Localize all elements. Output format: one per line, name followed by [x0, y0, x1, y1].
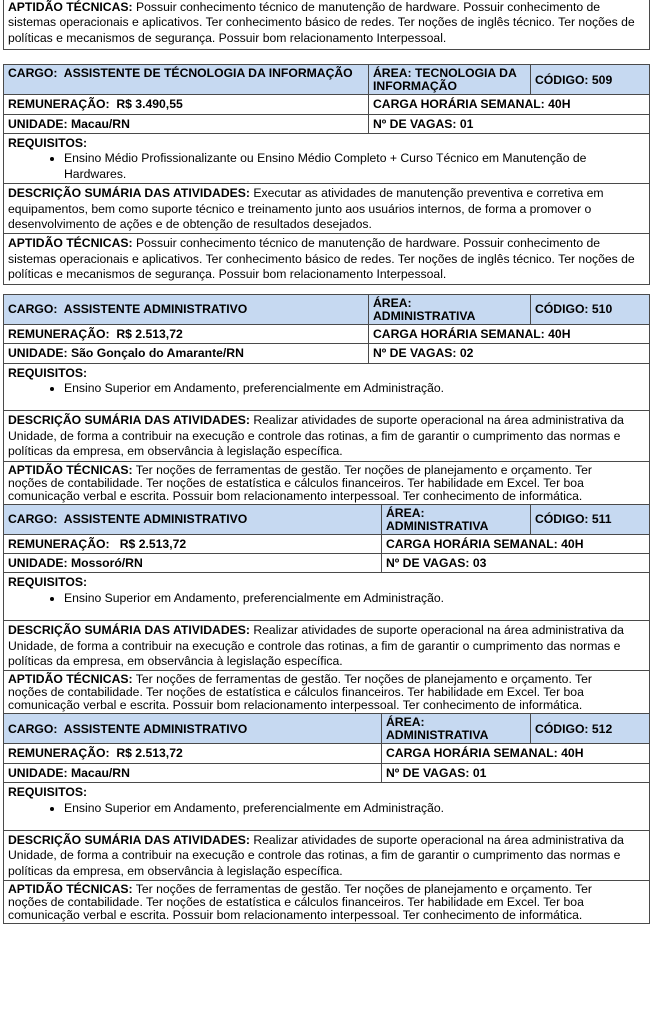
codigo-label: CÓDIGO:	[535, 511, 589, 526]
aptidao-label: APTIDÃO TÉCNICAS:	[8, 0, 133, 14]
carga-value: 40H	[548, 326, 571, 341]
remuneracao-value: R$ 3.490,55	[116, 97, 183, 112]
descricao-cell	[4, 184, 650, 234]
aptidao-label: APTIDÃO TÉCNICAS:	[8, 462, 133, 477]
cargo-cell	[4, 714, 382, 744]
codigo-cell	[531, 65, 650, 95]
cargo-cell	[4, 504, 382, 534]
vagas-label: Nº DE VAGAS:	[373, 346, 457, 361]
requisitos-cell	[4, 363, 650, 411]
remuneracao-cell	[4, 744, 382, 763]
carga-label: CARGA HORÁRIA SEMANAL:	[386, 746, 558, 761]
vagas-value: 01	[472, 765, 487, 780]
job-table-512	[3, 713, 650, 924]
area-cell	[382, 714, 531, 744]
remuneracao-row	[4, 95, 650, 114]
cargo-label: CARGO:	[8, 721, 58, 736]
vagas-cell	[369, 114, 650, 133]
unidade-row	[4, 344, 650, 363]
remuneracao-label: REMUNERAÇÃO:	[8, 536, 110, 551]
cargo-cell	[4, 65, 369, 95]
codigo-cell	[531, 504, 650, 534]
requisito-item: • Ensino Superior em Andamento, preferencialmente em Administração.	[64, 801, 645, 816]
area-cell	[369, 65, 531, 95]
cargo-cell	[4, 294, 369, 324]
remuneracao-row	[4, 324, 650, 343]
aptidao-cell	[4, 234, 650, 284]
unidade-value: Macau/RN	[70, 116, 130, 131]
remuneracao-label: REMUNERAÇÃO:	[8, 97, 110, 112]
aptidao-cell	[4, 881, 650, 924]
remuneracao-row	[4, 744, 650, 763]
descricao-text: Executar as atividades de manutenção preventiva e corretiva em equipamentos, bem como suporte técnico e treinamento junto aos usuários internos, de forma a promover o desenvolvimento de ações e de obtenção de resultados desejados.	[8, 186, 604, 232]
carga-value: 40H	[548, 97, 571, 112]
carga-label: CARGA HORÁRIA SEMANAL:	[373, 326, 545, 341]
aptidao-text: Possuir conhecimento técnico de manutenção de hardware. Possuir conhecimento de sistemas operacionais e aplicativos. Ter conhecimento básico de redes. Ter noções de inglês técnico. Ter noções de políticas e mecanismos de segurança. Possuir bom relacionamento Interpessoal.	[8, 0, 635, 45]
cargo-label: CARGO:	[8, 66, 58, 81]
remuneracao-value: R$ 2.513,72	[116, 326, 183, 341]
codigo-label: CÓDIGO:	[535, 72, 589, 87]
remuneracao-value: R$ 2.513,72	[119, 536, 187, 551]
area-cell	[382, 504, 531, 534]
descricao-cell	[4, 621, 650, 671]
vagas-cell	[382, 553, 650, 572]
job-table-510	[3, 294, 650, 505]
unidade-label: UNIDADE:	[8, 346, 68, 361]
aptidao-row	[4, 234, 650, 284]
carga-cell	[369, 95, 650, 114]
job-header-row	[4, 504, 650, 534]
unidade-label: UNIDADE:	[8, 116, 68, 131]
carga-cell	[369, 324, 650, 343]
codigo-label: CÓDIGO:	[535, 301, 589, 316]
aptidao-label: APTIDÃO TÉCNICAS:	[8, 672, 133, 687]
area-cell	[369, 294, 531, 324]
carga-label: CARGA HORÁRIA SEMANAL:	[373, 97, 545, 112]
vagas-cell	[382, 763, 650, 782]
unidade-row	[4, 553, 650, 572]
carga-cell	[382, 744, 650, 763]
vagas-cell	[369, 344, 650, 363]
codigo-value: 512	[591, 721, 613, 736]
descricao-row	[4, 621, 650, 671]
requisitos-cell	[4, 783, 650, 831]
descricao-cell	[4, 411, 650, 461]
requisitos-cell	[4, 134, 650, 184]
vagas-label: Nº DE VAGAS:	[373, 116, 457, 131]
carga-cell	[382, 534, 650, 553]
carga-value: 40H	[561, 746, 584, 761]
carga-value: 40H	[561, 536, 584, 551]
vagas-value: 02	[459, 346, 474, 361]
aptidao-cell	[4, 671, 650, 714]
carga-label: CARGA HORÁRIA SEMANAL:	[386, 536, 558, 551]
unidade-cell	[4, 344, 369, 363]
remuneracao-row	[4, 534, 650, 553]
area-value: ADMINISTRATIVA	[386, 518, 489, 533]
codigo-label: CÓDIGO:	[535, 721, 589, 736]
cargo-label: CARGO:	[8, 301, 58, 316]
descricao-label: DESCRIÇÃO SUMÁRIA DAS ATIVIDADES:	[8, 186, 250, 201]
descricao-label: DESCRIÇÃO SUMÁRIA DAS ATIVIDADES:	[8, 623, 250, 638]
requisitos-label: REQUISITOS:	[8, 365, 88, 380]
area-value: ADMINISTRATIVA	[373, 308, 476, 323]
vagas-value: 01	[459, 116, 474, 131]
aptidao-text: Ter noções de ferramentas de gestão. Ter noções de planejamento e orçamento. Ter noções de contabilidade. Ter noções de estatística e cálculos financeiros. Ter habilidade em Excel. Ter boa comunicação verbal e escrita. Possuir bom relacionamento interpessoal. Ter conhecimento de informática.	[8, 882, 592, 923]
requisitos-row	[4, 783, 650, 831]
aptidao-label: APTIDÃO TÉCNICAS:	[8, 882, 133, 897]
vagas-value: 03	[472, 555, 487, 570]
cargo-value: ASSISTENTE ADMINISTRATIVO	[63, 721, 248, 736]
vagas-label: Nº DE VAGAS:	[386, 555, 470, 570]
unidade-row	[4, 114, 650, 133]
descricao-label: DESCRIÇÃO SUMÁRIA DAS ATIVIDADES:	[8, 413, 250, 428]
unidade-cell	[4, 553, 382, 572]
job-table-509	[3, 64, 650, 284]
aptidao-cell	[4, 461, 650, 504]
unidade-value: Macau/RN	[70, 765, 130, 780]
remuneracao-cell	[4, 324, 369, 343]
unidade-label: UNIDADE:	[8, 765, 68, 780]
unidade-row	[4, 763, 650, 782]
descricao-text: Realizar atividades de suporte operacional na área administrativa da Unidade, de forma a contribuir na execução e controle das rotinas, a fim de garantir o cumprimento das normas e políticas da empresa, em observância à legislação específica.	[8, 623, 624, 668]
requisito-item: • Ensino Superior em Andamento, preferencialmente em Administração.	[64, 381, 645, 396]
aptidao-text: Ter noções de ferramentas de gestão. Ter noções de planejamento e orçamento. Ter noções de contabilidade. Ter noções de estatística e cálculos financeiros. Ter habilidade em Excel. Ter boa comunicação verbal e escrita. Possuir bom relacionamento interpessoal. Ter conhecimento de informática.	[8, 462, 592, 503]
area-value: ADMINISTRATIVA	[386, 728, 489, 743]
remuneracao-cell	[4, 534, 382, 553]
aptidao-label: APTIDÃO TÉCNICAS:	[8, 236, 133, 251]
requisitos-row	[4, 134, 650, 184]
job-header-row	[4, 714, 650, 744]
unidade-value: Mossoró/RN	[70, 555, 143, 570]
remuneracao-cell	[4, 95, 369, 114]
requisito-item: • Ensino Médio Profissionalizante ou Ensino Médio Completo + Curso Técnico em Manutenção de Hardwares.	[64, 151, 645, 182]
unidade-cell	[4, 114, 369, 133]
previous-aptidao-block	[3, 0, 650, 50]
area-value: TECNOLOGIA DA INFORMAÇÃO	[373, 66, 517, 94]
descricao-row	[4, 831, 650, 881]
area-label: ÁREA:	[386, 505, 425, 520]
codigo-cell	[531, 714, 650, 744]
descricao-label: DESCRIÇÃO SUMÁRIA DAS ATIVIDADES:	[8, 833, 250, 847]
codigo-cell	[531, 294, 650, 324]
job-table-511	[3, 504, 650, 715]
cargo-value: ASSISTENTE DE TÉCNOLOGIA DA INFORMAÇÃO	[63, 66, 353, 81]
codigo-value: 510	[591, 301, 613, 316]
cargo-value: ASSISTENTE ADMINISTRATIVO	[63, 301, 248, 316]
codigo-value: 511	[591, 511, 612, 526]
aptidao-text: Ter noções de ferramentas de gestão. Ter noções de planejamento e orçamento. Ter noções de contabilidade. Ter noções de estatística e cálculos financeiros. Ter habilidade em Excel. Ter boa comunicação verbal e escrita. Possuir bom relacionamento interpessoal. Ter conhecimento de informática.	[8, 672, 592, 713]
requisitos-label: REQUISITOS:	[8, 136, 88, 151]
remuneracao-value: R$ 2.513,72	[116, 746, 183, 761]
requisitos-label: REQUISITOS:	[8, 575, 88, 590]
descricao-cell	[4, 831, 650, 881]
cargo-value: ASSISTENTE ADMINISTRATIVO	[63, 511, 248, 526]
aptidao-row	[4, 461, 650, 504]
area-label: ÁREA:	[386, 715, 425, 730]
remuneracao-label: REMUNERAÇÃO:	[8, 326, 110, 341]
job-header-row	[4, 65, 650, 95]
unidade-cell	[4, 763, 382, 782]
unidade-value: São Gonçalo do Amarante/RN	[70, 346, 244, 361]
requisitos-label: REQUISITOS:	[8, 785, 88, 800]
area-label: ÁREA:	[373, 295, 412, 310]
job-header-row	[4, 294, 650, 324]
requisitos-row	[4, 573, 650, 621]
requisitos-cell	[4, 573, 650, 621]
vagas-label: Nº DE VAGAS:	[386, 765, 470, 780]
requisitos-row	[4, 363, 650, 411]
descricao-text: Realizar atividades de suporte operacional na área administrativa da Unidade, de forma a contribuir na execução e controle das rotinas, a fim de garantir o cumprimento das normas e políticas da empresa, em observância à legislação específica.	[8, 413, 624, 459]
aptidao-row	[4, 671, 650, 714]
descricao-row	[4, 184, 650, 234]
aptidao-text: Possuir conhecimento técnico de manutenção de hardware. Possuir conhecimento de sistemas operacionais e aplicativos. Ter conhecimento básico de redes. Ter noções de inglês técnico. Ter noções de políticas e mecanismos de segurança. Possuir bom relacionamento Interpessoal.	[8, 236, 635, 282]
descricao-text: Realizar atividades de suporte operacional na área administrativa da Unidade, de forma a contribuir na execução e controle das rotinas, a fim de garantir o cumprimento das normas e políticas da empresa, em observância à legislação específica.	[8, 833, 624, 878]
codigo-value: 509	[591, 72, 613, 87]
requisito-item: • Ensino Superior em Andamento, preferencialmente em Administração.	[64, 591, 645, 606]
remuneracao-label: REMUNERAÇÃO:	[8, 746, 110, 761]
aptidao-row	[4, 881, 650, 924]
descricao-row	[4, 411, 650, 461]
area-label: ÁREA:	[373, 66, 412, 81]
cargo-label: CARGO:	[8, 511, 58, 526]
unidade-label: UNIDADE:	[8, 555, 68, 570]
